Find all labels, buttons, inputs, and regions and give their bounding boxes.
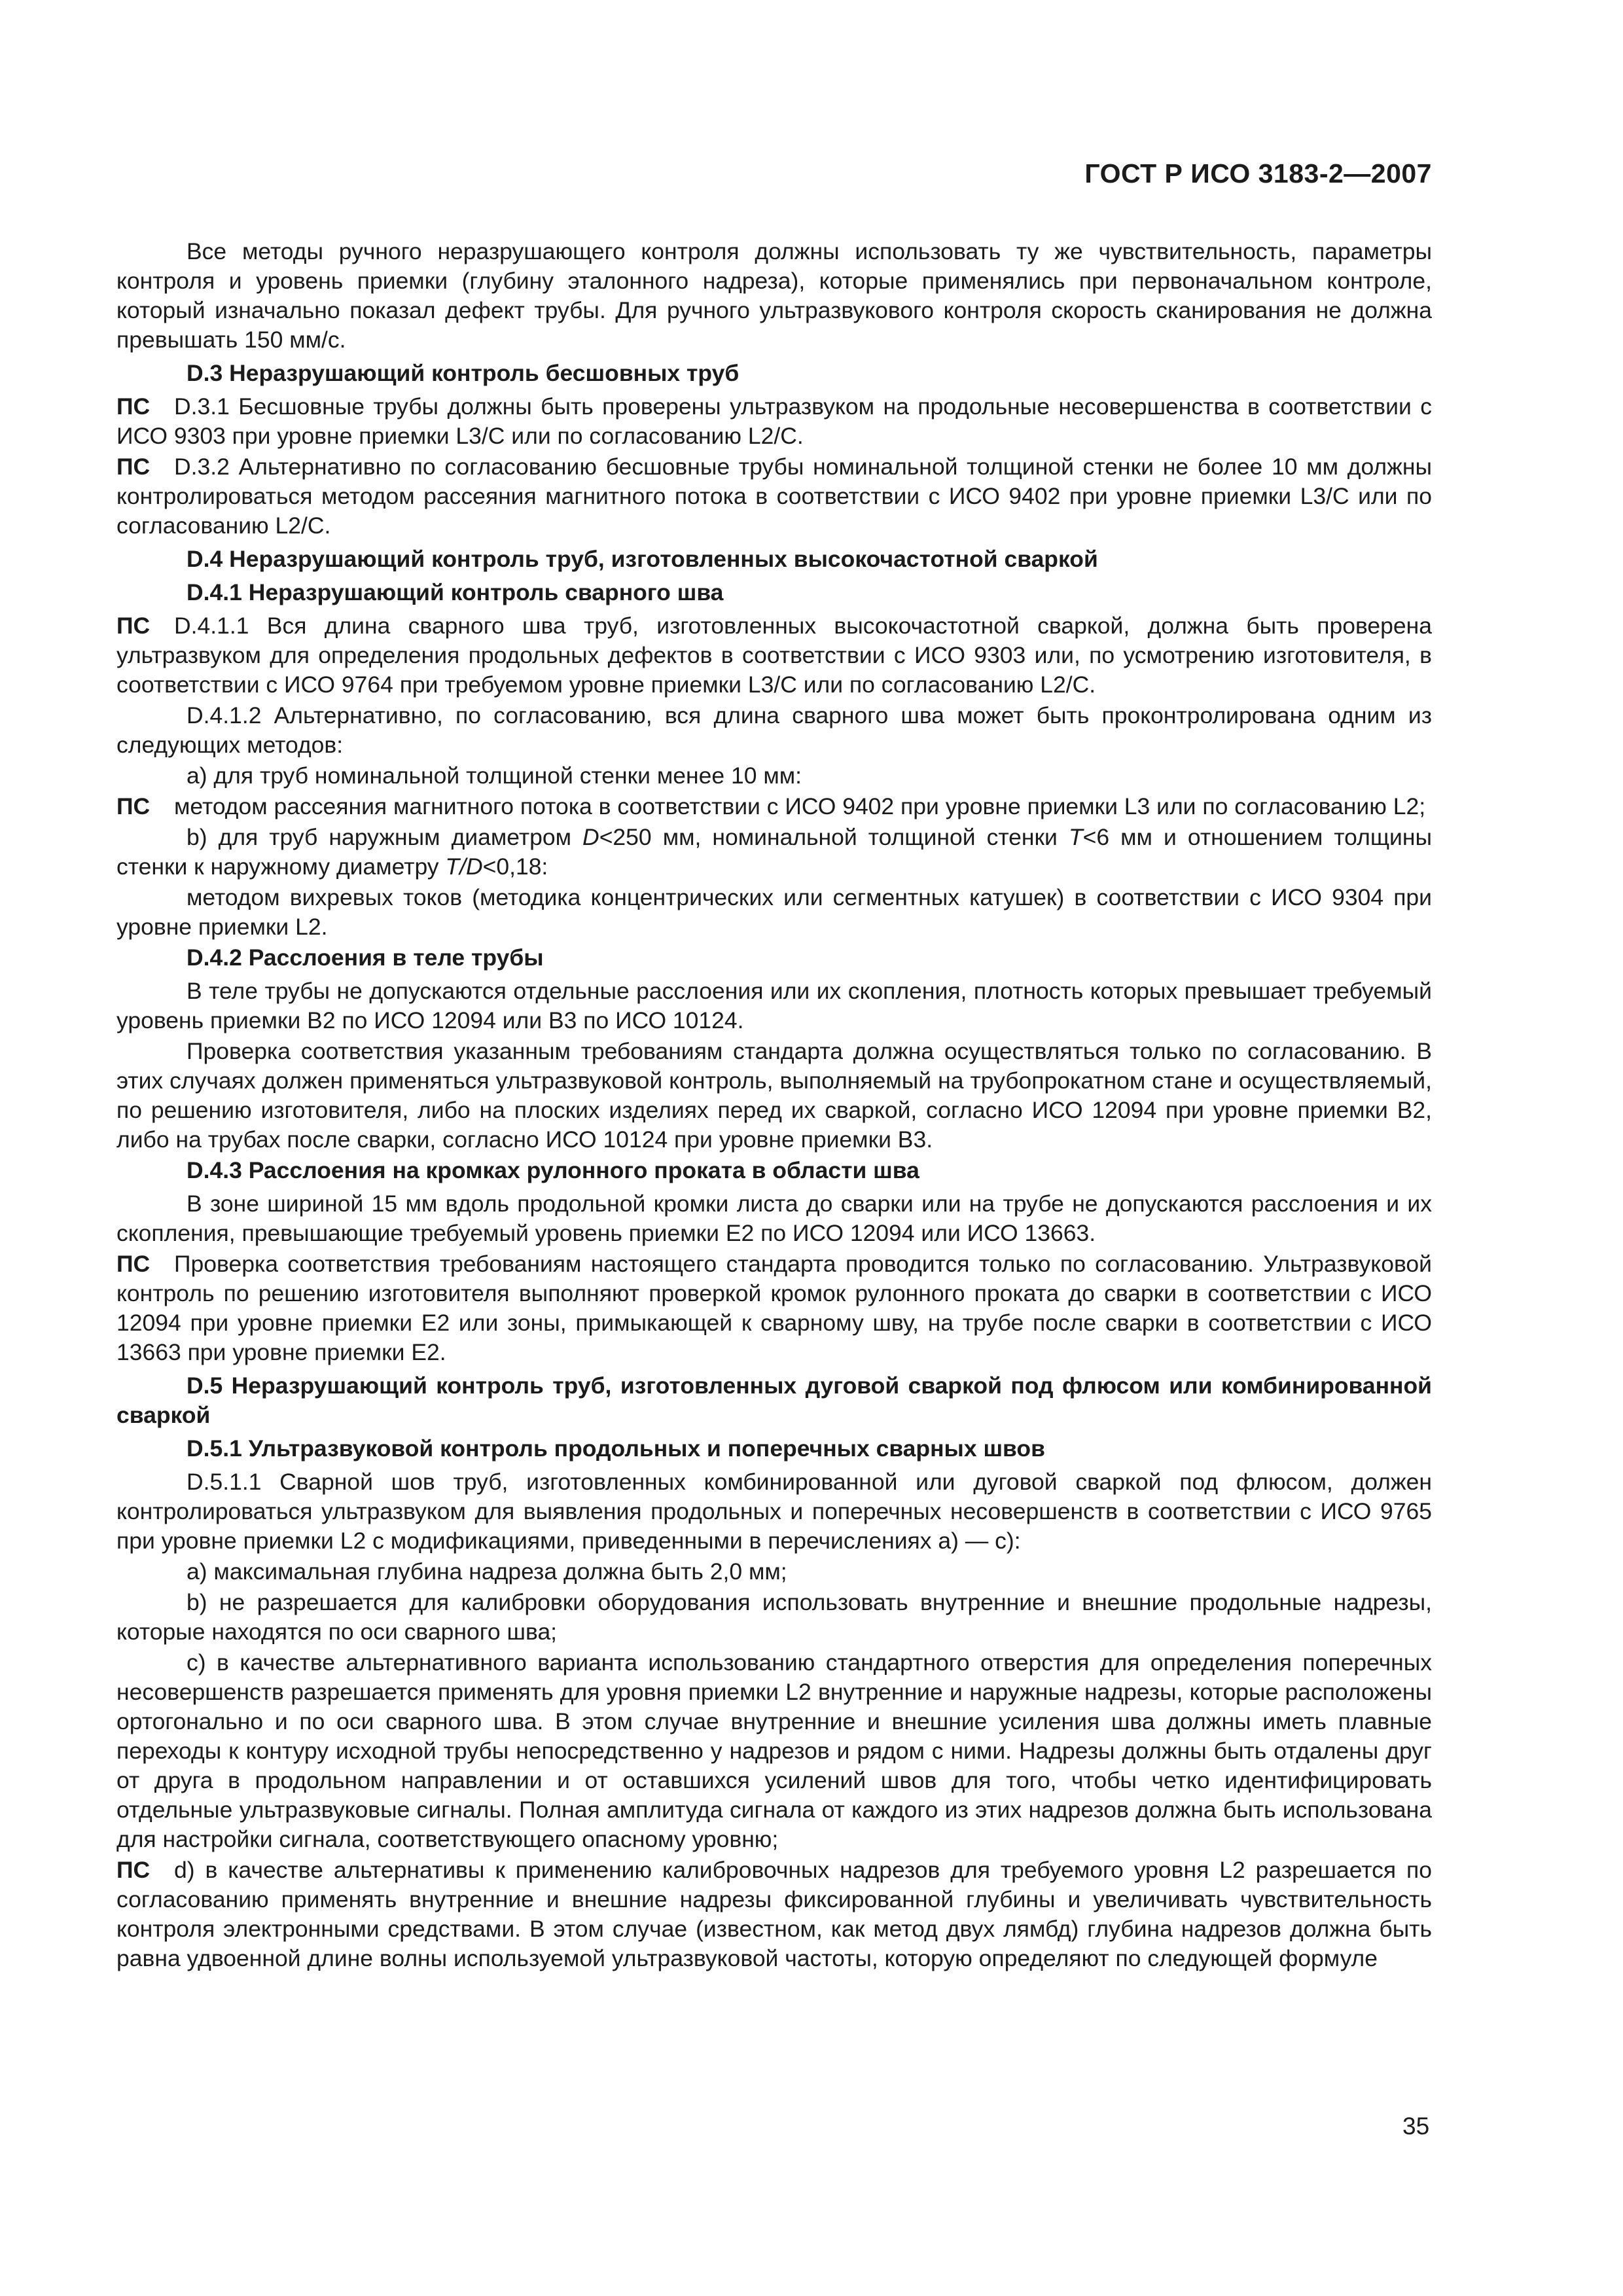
ps-marker: ПС <box>116 393 151 420</box>
paragraph-d4-1-2-a-method <box>116 792 1432 821</box>
list-item-b: b) не разрешается для калибровки оборудования использовать внутренние и внешние продольные надрезы, которые находятся по оси сварного шва; <box>116 1589 1432 1645</box>
paragraph-text: D.3.1 Бесшовные трубы должны быть проверены ультразвуком на продольные несовершенства в соответствии с ИСО 9303 при уровне приемки L3/C или по согласованию L2/C. <box>116 393 1432 449</box>
text-run: b) для труб наружным диаметром <box>187 824 583 850</box>
document-header: ГОСТ Р ИСО 3183-2—2007 <box>1084 158 1432 188</box>
ps-marker: ПС <box>116 793 151 819</box>
symbol-t-over-d: T/D <box>445 853 483 880</box>
paragraph-text: D.3.2 Альтернативно по согласованию бесшовные трубы номинальной толщиной стенки не более 10 мм должны контролироваться методом рассеяния магнитного потока в соответствии с ИСО 9402 при уровне приемки L3/C или по согласованию L2/C. <box>116 454 1432 539</box>
list-item-a: a) для труб номинальной толщиной стенки менее 10 мм: <box>187 762 802 789</box>
section-heading-d4-1: D.4.1 Неразрушающий контроль сварного шва <box>187 579 724 605</box>
symbol-d: D <box>582 824 599 850</box>
section-heading-d4-2: D.4.2 Расслоения в теле трубы <box>187 944 544 971</box>
ps-marker: ПС <box>116 1251 151 1277</box>
paragraph: Проверка соответствия указанным требованиям стандарта должна осуществляться только по согласованию. В этих случаях должен применяться ультразвуковой контроль, выполняемый на трубопрокатном стане и осуществляемый, по решению изготовителя, либо на плоских изделиях перед их сваркой, согласно ИСО 12094 при уровне приемки B2, либо на трубах после сварки, согласно ИСО 10124 при уровне приемки B3. <box>116 1038 1432 1153</box>
section-heading-d4: D.4 Неразрушающий контроль труб, изготовленных высокочастотной сваркой <box>187 546 1098 572</box>
paragraph-text: методом рассеяния магнитного потока в соответствии с ИСО 9402 при уровне приемки L3 или по согласованию L2; <box>174 793 1426 819</box>
page-number: 35 <box>1402 2113 1430 2140</box>
paragraph-d5-1-1: D.5.1.1 Сварной шов труб, изготовленных комбинированной или дуговой сваркой под флюсом, должен контролироваться ультразвуком для выявления продольных и поперечных несовершенств в соответствии с ИСО 9765 при уровне приемки L2 с модификациями, приведенными в перечислениях a) — c): <box>116 1469 1432 1554</box>
section-heading-d4-3: D.4.3 Расслоения на кромках рулонного проката в области шва <box>187 1157 919 1183</box>
paragraph: В зоне шириной 15 мм вдоль продольной кромки листа до сварки или на трубе не допускаются расслоения и их скопления, превышающие требуемый уровень приемки E2 по ИСО 12094 или ИСО 13663. <box>116 1191 1432 1246</box>
ps-marker: ПС <box>116 454 151 480</box>
paragraph-d4-1-1 <box>116 611 1432 700</box>
paragraph-text: Проверка соответствия требованиям настоящего стандарта проводится только по согласованию. Ультразвуковой контроль по решению изготовителя выполняют проверкой кромок рулонного проката до сварки в соответствии с ИСО 12094 при уровне приемки E2 или зоны, примыкающей к сварному шву, на трубе после сварки в соответствии с ИСО 13663 при уровне приемки E2. <box>116 1251 1432 1365</box>
section-heading-d5: D.5 Неразрушающий контроль труб, изготовленных дуговой сваркой под флюсом или комбинированной сваркой <box>116 1372 1432 1428</box>
paragraph-text: d) в качестве альтернативы к применению калибровочных надрезов для требуемого уровня L2 разрешается по согласованию применять внутренние и внешние надрезы фиксированной глубины и увеличивать чувствительность контроля электронными средствами. В этом случае (известном, как метод двух лямбд) глубина надрезов должна быть равна удвоенной длине волны используемой ультразвуковой частоты, которую определяют по следующей формуле <box>116 1857 1432 1971</box>
paragraph-d4-1-2-b-method: методом вихревых токов (методика концентрических или сегментных катушек) в соответствии с ИСО 9304 при уровне приемки L2. <box>116 884 1432 940</box>
paragraph: В теле трубы не допускаются отдельные расслоения или их скопления, плотность которых превышает требуемый уровень приемки B2 по ИСО 12094 или B3 по ИСО 10124. <box>116 978 1432 1033</box>
list-item-c: c) в качестве альтернативного варианта использованию стандартного отверстия для определения поперечных несовершенств разрешается применять для уровня приемки L2 внутренние и наружные надрезы, которые расположены ортогонально и по оси сварного шва. В этом случае внутренние и внешние усиления шва должны иметь плавные переходы к контуру исходной трубы непосредственно у надрезов и рядом с ними. Надрезы должны быть отдалены друг от друга в продольном направлении и от оставшихся усилений швов для того, чтобы четко идентифицировать отдельные ультразвуковые сигналы. Полная амплитуда сигнала от каждого из этих надрезов должна быть использована для настройки сигнала, соответствующего опасному уровню; <box>116 1649 1432 1852</box>
paragraph-d3-2 <box>116 452 1432 541</box>
ps-marker: ПС <box>116 1857 151 1883</box>
paragraph-d4-1-2: D.4.1.2 Альтернативно, по согласованию, вся длина сварного шва может быть проконтролирована одним из следующих методов: <box>116 702 1432 758</box>
text-run: <250 мм, номинальной толщиной стенки <box>599 824 1069 850</box>
paragraph: Все методы ручного неразрушающего контроля должны использовать ту же чувствительность, параметры контроля и уровень приемки (глубину эталонного надреза), которые применялись при первоначальном контроле, который изначально показал дефект трубы. Для ручного ультразвукового контроля скорость сканирования не должна превышать 150 мм/с. <box>116 238 1432 353</box>
ps-marker: ПС <box>116 613 151 639</box>
page-content <box>116 237 1432 1975</box>
symbol-t: T <box>1068 824 1083 850</box>
section-heading-d5-1: D.5.1 Ультразвуковой контроль продольных и поперечных сварных швов <box>187 1435 1045 1462</box>
paragraph-d4-3-ps <box>116 1249 1432 1367</box>
text-run: <0,18: <box>482 853 548 880</box>
list-item-d <box>116 1856 1432 1973</box>
list-item-b <box>116 823 1432 882</box>
list-item-a: a) максимальная глубина надреза должна быть 2,0 мм; <box>187 1558 787 1585</box>
paragraph-text: D.4.1.1 Вся длина сварного шва труб, изготовленных высокочастотной сваркой, должна быть проверена ультразвуком для определения продольных дефектов в соответствии с ИСО 9303 или, по усмотрению изготовителя, в соответствии с ИСО 9764 при требуемом уровне приемки L3/C или по согласованию L2/C. <box>116 613 1432 698</box>
paragraph-d3-1 <box>116 392 1432 451</box>
text-run: <6 мм и отношением толщины стенки к наружному диаметру <box>116 824 1432 880</box>
section-heading-d3: D.3 Неразрушающий контроль бесшовных труб <box>187 360 740 386</box>
